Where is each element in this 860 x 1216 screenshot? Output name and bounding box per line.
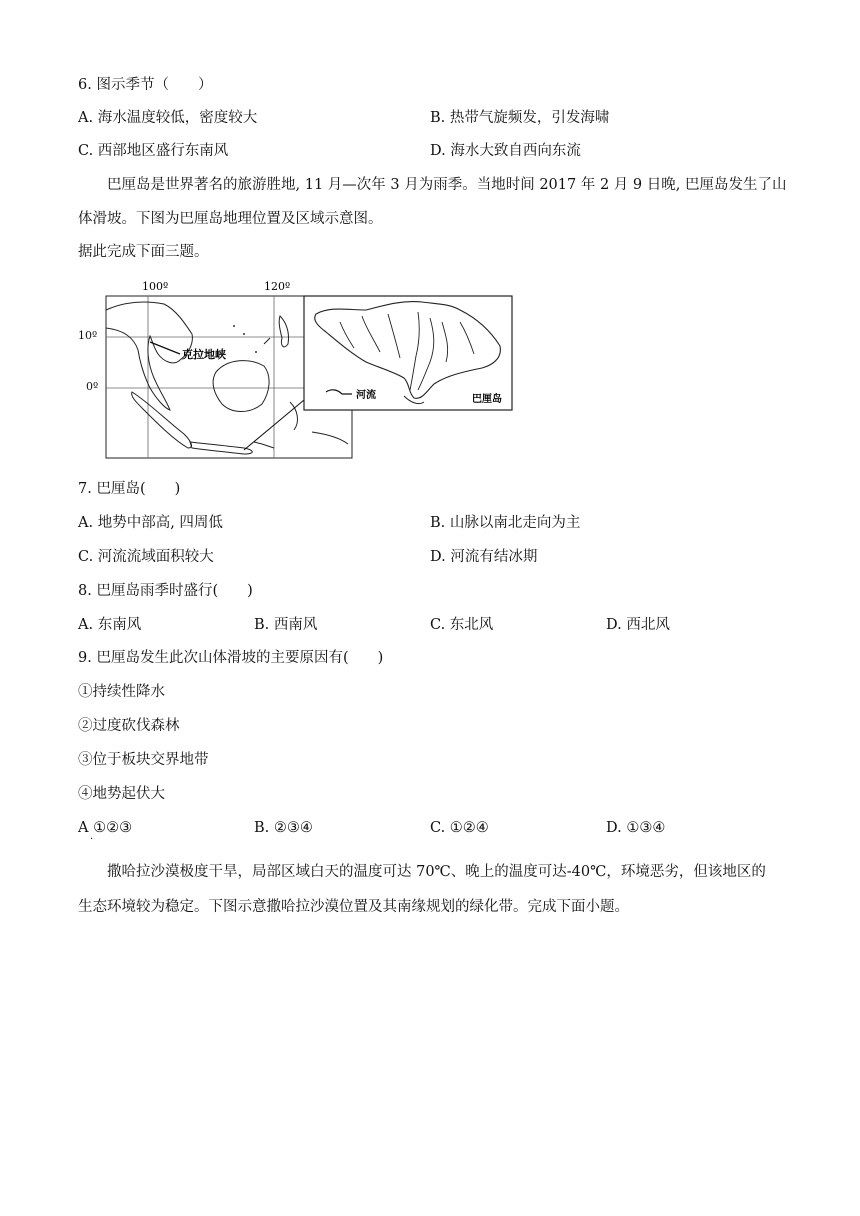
q7-option-d: D. 河流有结冰期 <box>430 549 538 565</box>
q9-item-1: ①持续性降水 <box>78 684 165 700</box>
map-svg <box>104 280 516 462</box>
intro-line-1: 巴厘岛是世界著名的旅游胜地, 11 月—次年 3 月为雨季。当地时间 2017 年 2 月 9 日晚, 巴厘岛发生了山 <box>107 177 787 193</box>
bali-location-map <box>78 280 516 462</box>
lat-label-10: 10º <box>78 329 98 342</box>
q7-option-c: C. 河流流域面积较大 <box>78 549 214 565</box>
q9-option-b: B. ②③④ <box>254 820 313 836</box>
kra-isthmus-label: 克拉地峡 <box>182 348 226 361</box>
q6-option-a: A. 海水温度较低，密度较大 <box>78 110 258 126</box>
q6-option-d: D. 海水大致自西向东流 <box>430 143 581 159</box>
q9-item-3: ③位于板块交界地带 <box>78 752 209 768</box>
q7-option-a: A. 地势中部高, 四周低 <box>78 515 223 531</box>
intro-line-2: 体滑坡。下图为巴厘岛地理位置及区域示意图。 <box>78 211 383 227</box>
q8-option-b: B. 西南风 <box>254 617 318 633</box>
q8-option-d: D. 西北风 <box>606 617 670 633</box>
next-passage-line-2: 生态环境较为稳定。下图示意撒哈拉沙漠位置及其南缘规划的绿化带。完成下面小题。 <box>78 899 629 915</box>
bali-inset-frame <box>304 296 512 410</box>
q9-item-4: ④地势起伏大 <box>78 786 165 802</box>
q9-option-c: C. ①②④ <box>430 820 489 836</box>
lon-label-100: 100º <box>142 280 169 293</box>
lat-label-0: 0º <box>86 380 99 393</box>
q6-option-b: B. 热带气旋频发，引发海啸 <box>430 110 610 126</box>
intro-instruction: 据此完成下面三题。 <box>78 244 209 260</box>
q9-item-2: ②过度砍伐森林 <box>78 718 180 734</box>
q7-stem: 7. 巴厘岛( ) <box>78 481 181 497</box>
q8-stem: 8. 巴厘岛雨季时盛行( ) <box>78 583 253 599</box>
bali-inset-label: 巴厘岛 <box>472 394 502 405</box>
q9-option-a: A ①②③ <box>78 820 133 836</box>
q8-option-c: C. 东北风 <box>430 617 494 633</box>
q8-option-a: A. 东南风 <box>78 617 142 633</box>
river-legend-label: 河流 <box>356 390 376 401</box>
q9-option-d: D. ①③④ <box>606 820 666 836</box>
q6-option-c: C. 西部地区盛行东南风 <box>78 143 229 159</box>
q7-option-b: B. 山脉以南北走向为主 <box>430 515 581 531</box>
q6-stem: 6. 图示季节（ ） <box>78 77 213 93</box>
lon-label-120: 120º <box>264 280 291 293</box>
next-passage-line-1: 撒哈拉沙漠极度干旱，局部区域白天的温度可达 70℃、晚上的温度可达-40℃，环境恶劣，但该地区的 <box>107 864 766 880</box>
q9-stem: 9. 巴厘岛发生此次山体滑坡的主要原因有( ) <box>78 650 384 666</box>
dot-mark: · <box>90 834 94 845</box>
